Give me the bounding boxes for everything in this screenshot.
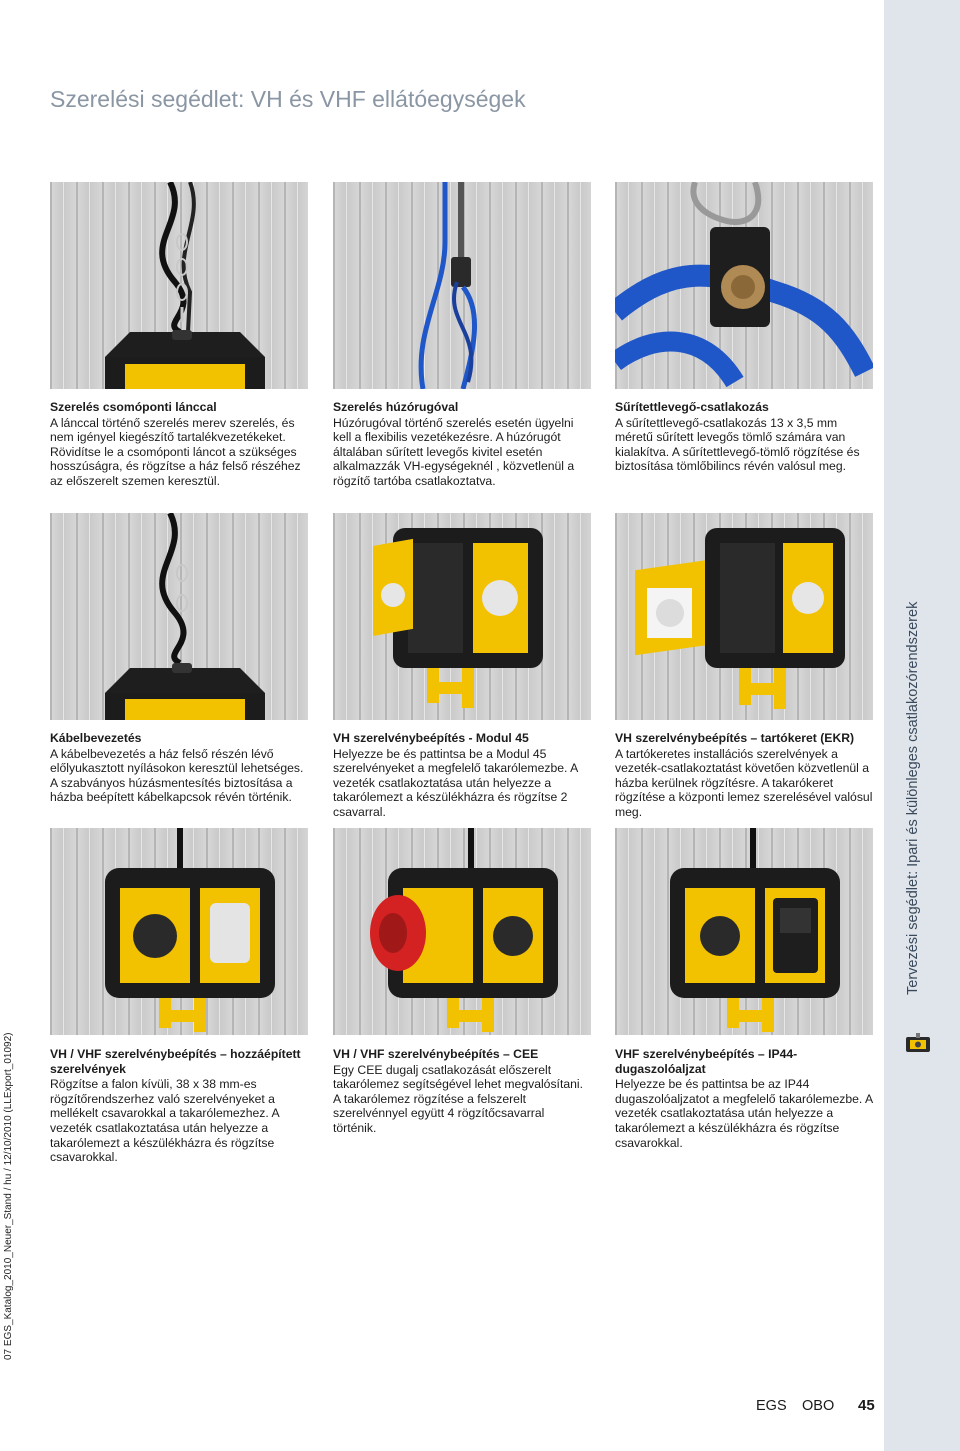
section-body: A lánccal történő szerelés merev szerelés, és nem igényel kiegészítő tartalékvezetékeket. Rövidítse le a csomóponti láncot a szükséges hosszúságra, és rögzítse a ház felső részéhez az előszerelt szemen keresztül.: [50, 415, 301, 488]
chain-mount-photo: [50, 182, 308, 389]
section-title: Szerelés húzórugóval: [333, 400, 459, 414]
section-title: VH szerelvénybeépítés – tartókeret (EKR): [615, 731, 855, 745]
section-caption: [50, 731, 308, 805]
section-caption: [50, 400, 308, 489]
section-body: A sűrítettlevegő-csatlakozás 13 x 3,5 mm méretű sűrített levegős tömlő számára van kialakítva. A sűrítettlevegő-tömlő rögzítése és biztosítása tömlőbilincs révén valósul meg.: [615, 415, 860, 474]
page-number: 45: [858, 1397, 875, 1414]
section-caption: [615, 1047, 873, 1150]
print-job-label: 07 EGS_Katalog_2010_Neuer_Stand / hu / 12/10/2010 (LLExport_01092): [3, 1032, 14, 1360]
cable-entry-photo: [50, 513, 308, 720]
compressed-air-photo: [615, 182, 873, 389]
section-title: Kábelbevezetés: [50, 731, 142, 745]
section-body: Egy CEE dugalj csatlakozását előszerelt takarólemez segítségével lehet megvalósítani. A takarólemez rögzítése a felszerelt szerelvénnyel együtt 4 rögzítőcsavarral történik.: [333, 1062, 583, 1135]
section-caption: [333, 731, 591, 820]
section-body: Rögzítse a falon kívüli, 38 x 38 mm-es rögzítőrendszerhez való szerelvényeket a mellékelt csavarokkal a takarólemezhez. A vezeték csatlakoztatása után helyezze a takarólemezt a készülékházra és rögzítse csavarokkal.: [50, 1077, 279, 1165]
cee-socket-photo: [333, 828, 591, 1035]
section-title: VHF szerelvénybeépítés – IP44-dugaszolóaljzat: [615, 1047, 798, 1076]
section-body: Helyezze be és pattintsa be az IP44 dugaszolóaljzatot a megfelelő takarólemezbe. A vezeték csatlakoztatása után helyezze a takarólemezt a készülékházra és rögzítse csavarokkal.: [615, 1077, 873, 1150]
section-caption: [615, 400, 873, 474]
module45-photo: [333, 513, 591, 720]
footer-brand-obo: OBO: [802, 1398, 835, 1414]
support-frame-photo: [615, 513, 873, 720]
section-title: VH / VHF szerelvénybeépítés – hozzáépített szerelvények: [50, 1047, 301, 1076]
surface-devices-photo: [50, 828, 308, 1035]
page-title: Szerelési segédlet: VH és VHF ellátóegységek: [50, 86, 526, 112]
section-title: VH / VHF szerelvénybeépítés – CEE: [333, 1047, 539, 1061]
section-caption: [333, 400, 591, 489]
section-caption: [50, 1047, 308, 1165]
ip44-socket-photo: [615, 828, 873, 1035]
section-title: Szerelés csomóponti lánccal: [50, 400, 217, 414]
footer-brand-egs: EGS: [756, 1398, 787, 1414]
section-caption: [333, 1047, 591, 1136]
sidebar-band: [884, 0, 960, 1451]
device-thumbnail-icon: [903, 1032, 933, 1056]
section-body: Helyezze be és pattintsa be a Modul 45 szerelvényeket a megfelelő takarólemezbe. A vezeték csatlakoztatása után helyezze a takarólemezt a készülékházra és rögzítse 2 csavarral.: [333, 746, 578, 819]
section-title: Sűrítettlevegő-csatlakozás: [615, 400, 769, 414]
spring-mount-photo: [333, 182, 591, 389]
sidebar-section-label: Tervezési segédlet: Ipari és különleges csatlakozórendszerek: [905, 601, 921, 995]
section-body: A kábelbevezetés a ház felső részén lévő előlyukasztott nyílásokon keresztül lehetséges. A szabványos húzásmentesítés biztosítása a házba beépített kábelkapcsok révén történik.: [50, 746, 304, 805]
section-body: Húzórugóval történő szerelés esetén ügyelni kell a flexibilis vezetékezésre. A húzórugót általában sűrített levegős kivitel esetén alkalmazzák VH-egységeknél , közvetlenül a rögzítő tartóba csatlakoztatva.: [333, 415, 575, 488]
section-caption: [615, 731, 873, 820]
section-body: A tartókeretes installációs szerelvények a vezeték-csatlakoztatást követően közvetlenül a házba kerülnek rögzítésre. A takarókeret rögzítése a központi lemez szerelésével valósul meg.: [615, 746, 873, 819]
section-title: VH szerelvénybeépítés - Modul 45: [333, 731, 529, 745]
